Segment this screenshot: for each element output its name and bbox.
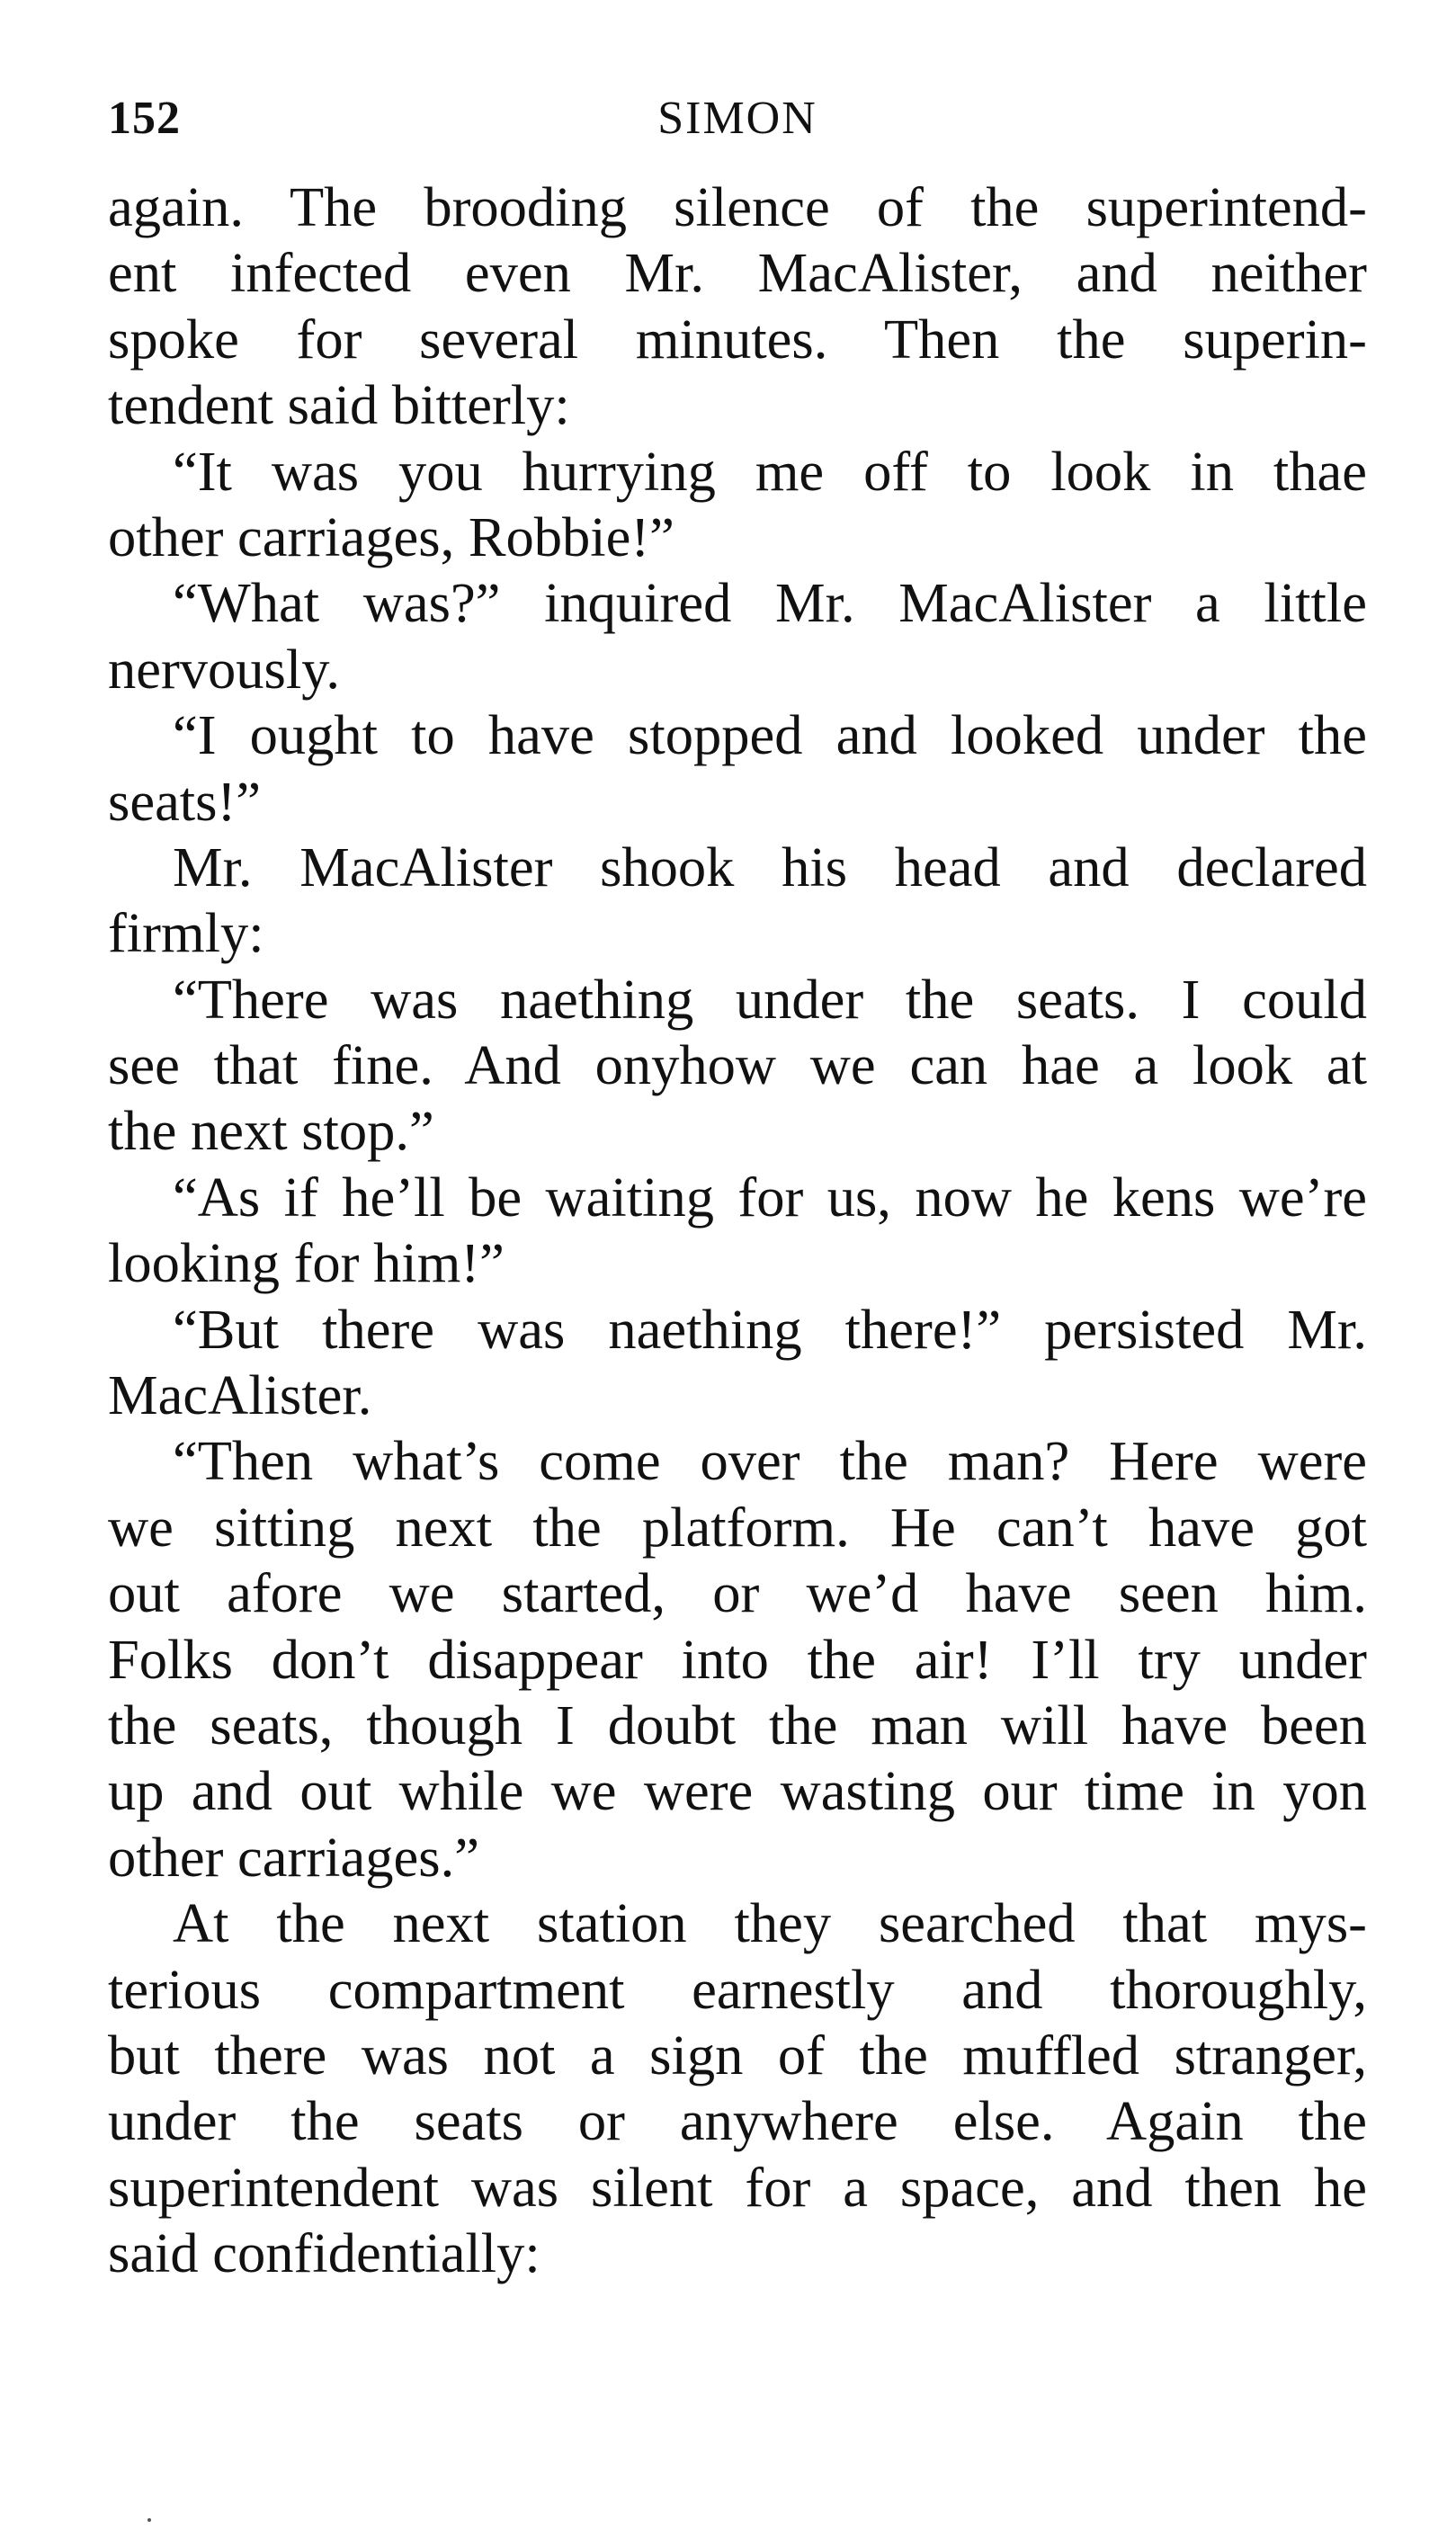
page-number: 152 <box>108 93 181 144</box>
text-line: but there was not a sign of the muffled stranger, <box>108 2023 1367 2087</box>
text-line: tendent said bitterly: <box>108 373 570 437</box>
text-line: other carriages.” <box>108 1825 479 1889</box>
text-line: ent infected even Mr. MacAlister, and neither <box>108 241 1367 305</box>
text-line: At the next station they searched that mys- <box>173 1891 1367 1955</box>
text-line: firmly: <box>108 901 264 965</box>
page-header <box>108 92 1367 164</box>
body-text <box>108 174 1367 2287</box>
text-line: out afore we started, or we’d have seen him. <box>108 1561 1367 1625</box>
text-line: Mr. MacAlister shook his head and declared <box>173 835 1367 898</box>
text-line: MacAlister. <box>108 1363 372 1427</box>
text-line: see that fine. And onyhow we can hae a look at <box>108 1033 1367 1097</box>
text-line: up and out while we were wasting our time in yon <box>108 1759 1367 1823</box>
text-line: “What was?” inquired Mr. MacAlister a little <box>173 571 1367 635</box>
text-line: nervously. <box>108 637 341 701</box>
text-line: “As if he’ll be waiting for us, now he kens we’re <box>173 1165 1367 1229</box>
text-line: “I ought to have stopped and looked under the <box>173 703 1367 767</box>
text-line: we sitting next the platform. He can’t have got <box>108 1495 1367 1559</box>
print-speck <box>147 2518 151 2522</box>
running-title: SIMON <box>657 93 817 144</box>
text-line: seats!” <box>108 769 262 833</box>
text-line: “There was naething under the seats. I could <box>173 967 1367 1031</box>
text-line: superintendent was silent for a space, and then he <box>108 2155 1367 2219</box>
text-line: “Then what’s come over the man? Here were <box>173 1429 1367 1493</box>
text-line: “But there was naething there!” persisted Mr. <box>173 1297 1367 1361</box>
text-line: under the seats or anywhere else. Again the <box>108 2089 1367 2153</box>
text-line: terious compartment earnestly and thoroughly, <box>108 1957 1367 2021</box>
text-line: Folks don’t disappear into the air! I’ll try under <box>108 1627 1367 1691</box>
text-line: said confidentially: <box>108 2221 540 2285</box>
text-line: the next stop.” <box>108 1099 434 1163</box>
text-line: spoke for several minutes. Then the superin- <box>108 307 1367 371</box>
text-line: again. The brooding silence of the superintend- <box>108 175 1367 238</box>
text-line: the seats, though I doubt the man will have been <box>108 1693 1367 1756</box>
text-line: looking for him!” <box>108 1231 505 1295</box>
text-line: other carriages, Robbie!” <box>108 505 674 568</box>
text-line: “It was you hurrying me off to look in thae <box>173 439 1367 503</box>
